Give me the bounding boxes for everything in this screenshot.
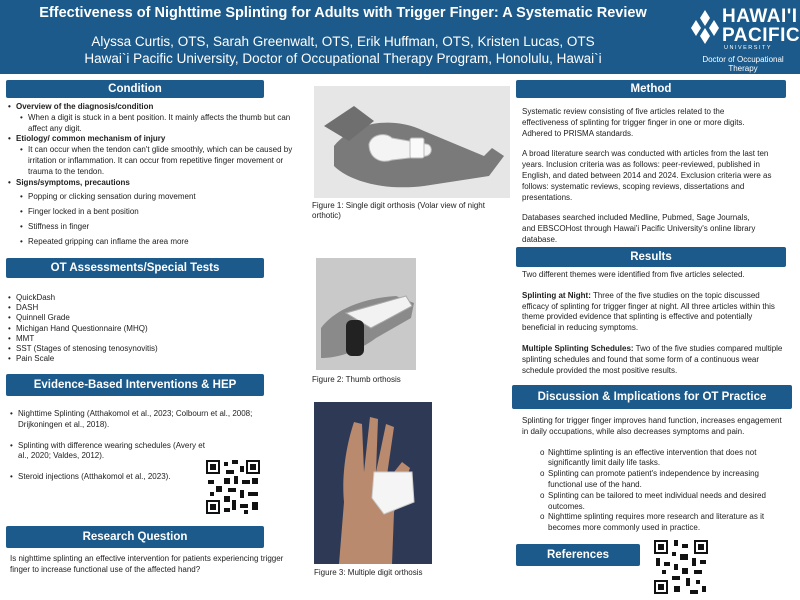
poster-authors: Alyssa Curtis, OTS, Sarah Greenwalt, OTS, Erik Huffman, OTS, Kristen Lucas, OTS (91, 34, 595, 49)
logo-mark-icon (690, 8, 720, 44)
research-question-text: Is nighttime splinting an effective intervention for patients experiencing trigger finger to increase functional use of the affected hand? (10, 554, 284, 574)
sign-item: • Finger locked in a bent position (8, 207, 298, 218)
discussion-item: o Nighttime splinting is an effective intervention that does not significantly limit daily life tasks. (532, 448, 784, 470)
results-schedules-label: Multiple Splinting Schedules: (522, 343, 634, 353)
logo-department-text: Doctor of Occupational Therapy (702, 55, 784, 73)
figure-3-caption: Figure 3: Multiple digit orthosis (314, 568, 423, 577)
sign-item: • Stiffness in finger (8, 222, 298, 233)
assessments-heading-text: OT Assessments/Special Tests (50, 262, 220, 274)
assessment-item: • Michigan Hand Questionnaire (MHQ) (8, 324, 288, 334)
intervention-item: • Steroid injections (Atthakomol et al., 2023). (10, 472, 208, 483)
sign-item: • Repeated gripping can inflame the area more (8, 237, 298, 248)
logo-hawaii-text: HAWAI'I (722, 6, 798, 27)
assessments-heading (6, 258, 264, 278)
figure-1-image (314, 86, 510, 198)
logo-pacific-text: PACIFIC (722, 25, 800, 46)
poster-institution: Hawai`i Pacific University, Doctor of Occupational Therapy Program, Honolulu, Hawai`i (84, 51, 602, 66)
assessment-item: • MMT (8, 334, 288, 344)
figure-2-photo (316, 258, 416, 370)
method-paragraph: Systematic review consisting of five articles related to the effectiveness of splinting for trigger finger in one or more digits. Adhered to PRISMA standards. (522, 107, 745, 138)
logo-university-text: UNIVERSITY (724, 45, 773, 51)
sign-item: • Popping or clicking sensation during movement (8, 192, 298, 203)
overview-text: • When a digit is stuck in a bent position. It mainly affects the thumb but can affect any digit. (8, 113, 298, 135)
poster-title: Effectiveness of Nighttime Splinting for Adults with Trigger Finger: A Systematic Review (39, 5, 647, 21)
figure-2-caption: Figure 2: Thumb orthosis (312, 375, 401, 384)
discussion-heading-text: Discussion & Implications for OT Practice (537, 391, 767, 403)
results-night-label: Splinting at Night: (522, 290, 591, 300)
discussion-body (522, 416, 784, 534)
results-heading-text: Results (630, 251, 672, 263)
interventions-qr-code (204, 458, 262, 516)
results-paragraph (522, 344, 784, 376)
results-body (522, 270, 784, 376)
interventions-heading (6, 374, 264, 396)
references-heading (516, 544, 640, 566)
signs-title: • Signs/symptoms, precautions (8, 178, 298, 189)
condition-heading-text: Condition (108, 83, 162, 95)
condition-body (8, 102, 298, 248)
references-heading-text: References (546, 549, 609, 561)
results-paragraph: Two different themes were identified from five articles selected. (522, 270, 745, 279)
results-heading (516, 247, 786, 267)
discussion-intro: Splinting for trigger finger improves hand function, increases engagement in daily occupations, while also decreases symptoms and pain. (522, 416, 782, 436)
poster-header (0, 0, 800, 74)
etiology-text: • It can occur when the tendon can't glide smoothly, which can be caused by irritation or inflammation. It can occur from repetitive finger movement or trauma to the tendon. (8, 145, 298, 177)
research-question-heading (6, 526, 264, 548)
discussion-item: o Splinting can be tailored to meet individual needs and desired outcomes. (532, 491, 784, 513)
discussion-item: o Nighttime splinting requires more research and literature as it becomes more commonly used in practice. (532, 512, 784, 534)
assessment-item: • Pain Scale (8, 354, 288, 364)
assessment-item: • QuickDash (8, 293, 288, 303)
figure-1-caption: Figure 1: Single digit orthosis (Volar view of night orthotic) (312, 201, 485, 221)
overview-title: • Overview of the diagnosis/condition (8, 102, 298, 113)
assessment-item: • Quinnell Grade (8, 313, 288, 323)
figure-1-photo (314, 86, 510, 198)
method-paragraph: A broad literature search was conducted with articles from the last ten years. Inclusion criteria was as follows: peer-reviewed, published in English, and dated between 2014 and 2024. Exclusion criteria were as follows: systematic reviews, scoping reviews, dissertations and presentations. (522, 149, 772, 202)
assessment-item: • SST (Stages of stenosing tenosynovitis) (8, 344, 288, 354)
figure-3-image (314, 402, 432, 564)
results-paragraph (522, 291, 784, 334)
results-night-text: Three of the five studies on the topic discussed efficacy of splinting for trigger finger at night. All three articles within this theme provided evidence that splinting is effective and potentially beneficial in reducing symptoms. (522, 290, 775, 333)
assessment-item: • DASH (8, 303, 288, 313)
discussion-item: o Splinting can promote patient's independence by increasing functional use of the hand. (532, 469, 784, 491)
figure-2-image (316, 258, 416, 370)
method-heading (516, 80, 786, 98)
etiology-title: • Etiology/ common mechanism of injury (8, 134, 298, 145)
figure-3-photo (314, 402, 432, 564)
assessments-list (8, 293, 288, 365)
references-qr-code (652, 538, 710, 596)
intervention-item: • Nighttime Splinting (Atthakomol et al., 2023; Colbourn et al., 2008; Drijkoningen et al., 2018). (10, 409, 270, 431)
method-heading-text: Method (630, 83, 672, 95)
method-body (522, 107, 784, 246)
university-logo (690, 4, 800, 73)
intervention-item: • Splinting with difference wearing schedules (Avery et al., 2020; Valdes, 2012). (10, 441, 208, 463)
condition-heading (6, 80, 264, 98)
discussion-heading (512, 385, 792, 409)
interventions-heading-text: Evidence-Based Interventions & HEP (33, 379, 237, 391)
research-question-heading-text: Research Question (82, 531, 188, 543)
method-paragraph: Databases searched included Medline, Pubmed, Sage Journals, and EBSCOHost through Hawai'i Pacific University's online library database. (522, 213, 756, 244)
results-schedules-text: Two of the five studies compared multiple splinting schedules and found that some form of a continuous wear schedule provided the most positive results. (522, 343, 783, 375)
